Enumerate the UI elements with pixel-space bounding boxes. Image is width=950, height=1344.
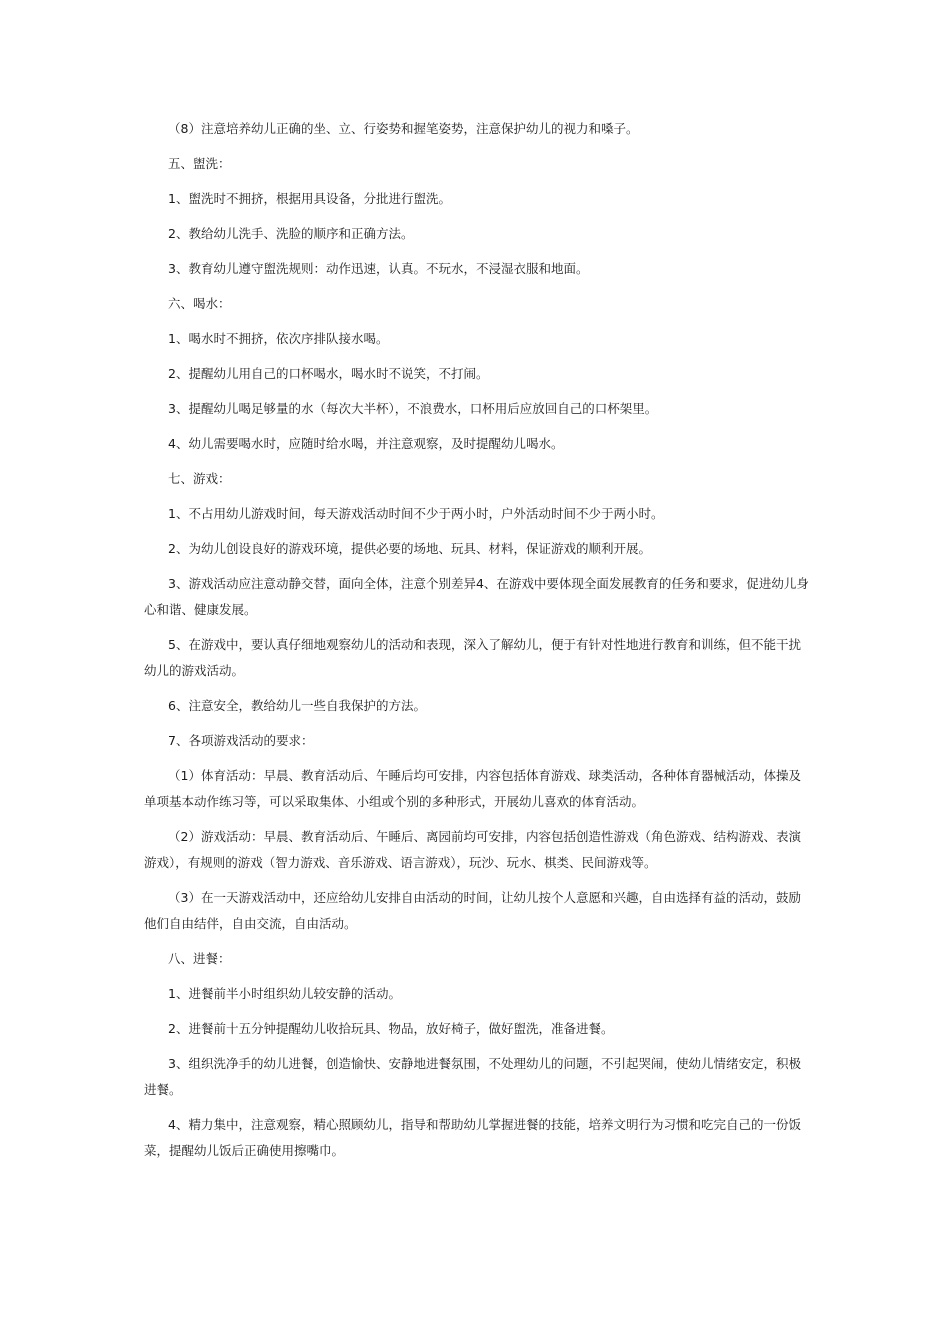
paragraph-posture: （8）注意培养幼儿正确的坐、立、行姿势和握笔姿势，注意保护幼儿的视力和嗓子。 xyxy=(168,121,639,136)
paragraph-drinking-2: 2、提醒幼儿用自己的口杯喝水，喝水时不说笑，不打闹。 xyxy=(168,366,489,381)
paragraph-games-2: 2、为幼儿创设良好的游戏环境，提供必要的场地、玩具、材料，保证游戏的顺利开展。 xyxy=(168,541,651,556)
paragraph-games-6: 6、注意安全，教给幼儿一些自我保护的方法。 xyxy=(168,698,426,713)
paragraph-washing-3: 3、教育幼儿遵守盥洗规则：动作迅速，认真。不玩水，不浸湿衣服和地面。 xyxy=(168,261,589,276)
paragraph-drinking-1: 1、喝水时不拥挤，依次序排队接水喝。 xyxy=(168,331,389,346)
paragraph-washing-2: 2、教给幼儿洗手、洗脸的顺序和正确方法。 xyxy=(168,226,414,241)
paragraph-drinking-4: 4、幼儿需要喝水时，应随时给水喝，并注意观察，及时提醒幼儿喝水。 xyxy=(168,436,564,451)
paragraph-games-1: 1、不占用幼儿游戏时间，每天游戏活动时间不少于两小时，户外活动时间不少于两小时。 xyxy=(168,506,664,521)
heading-meals: 八、进餐： xyxy=(168,951,231,966)
paragraph-games-3: 3、游戏活动应注意动静交替，面向全体，注意个别差异4、在游戏中要体现全面发展教育的任务和要求，促进幼儿身心和谐、健康发展。 xyxy=(144,576,809,617)
document-page xyxy=(144,116,812,1173)
paragraph-washing-1: 1、盥洗时不拥挤，根据用具设备，分批进行盥洗。 xyxy=(168,191,451,206)
heading-washing: 五、盥洗： xyxy=(168,156,231,171)
paragraph-games-7: 7、各项游戏活动的要求： xyxy=(168,733,314,748)
paragraph-meals-4: 4、精力集中，注意观察，精心照顾幼儿，指导和帮助幼儿掌握进餐的技能，培养文明行为习惯和吃完自己的一份饭菜，提醒幼儿饭后正确使用擦嘴巾。 xyxy=(144,1117,801,1158)
paragraph-free-activity: （3）在一天游戏活动中，还应给幼儿安排自由活动的时间，让幼儿按个人意愿和兴趣，自由选择有益的活动，鼓励他们自由结伴，自由交流，自由活动。 xyxy=(144,890,801,931)
heading-drinking: 六、喝水： xyxy=(168,296,231,311)
paragraph-meals-2: 2、进餐前十五分钟提醒幼儿收拾玩具、物品，放好椅子，做好盥洗，准备进餐。 xyxy=(168,1021,614,1036)
paragraph-games-5: 5、在游戏中，要认真仔细地观察幼儿的活动和表现，深入了解幼儿，便于有针对性地进行教育和训练，但不能干扰幼儿的游戏活动。 xyxy=(144,637,801,678)
paragraph-meals-1: 1、进餐前半小时组织幼儿较安静的活动。 xyxy=(168,986,401,1001)
paragraph-game-activity: （2）游戏活动：早晨、教育活动后、午睡后、离园前均可安排，内容包括创造性游戏（角色游戏、结构游戏、表演游戏），有规则的游戏（智力游戏、音乐游戏、语言游戏），玩沙、玩水、棋类、民间游戏等。 xyxy=(144,829,801,870)
paragraph-sports-activity: （1）体育活动：早晨、教育活动后、午睡后均可安排，内容包括体育游戏、球类活动，各种体育器械活动，体操及单项基本动作练习等，可以采取集体、小组或个别的多种形式，开展幼儿喜欢的体育活动。 xyxy=(144,768,801,809)
paragraph-meals-3: 3、组织洗净手的幼儿进餐，创造愉快、安静地进餐氛围，不处理幼儿的问题，不引起哭闹，使幼儿情绪安定，积极进餐。 xyxy=(144,1056,801,1097)
paragraph-drinking-3: 3、提醒幼儿喝足够量的水（每次大半杯），不浪费水，口杯用后应放回自己的口杯架里。 xyxy=(168,401,658,416)
heading-games: 七、游戏： xyxy=(168,471,231,486)
